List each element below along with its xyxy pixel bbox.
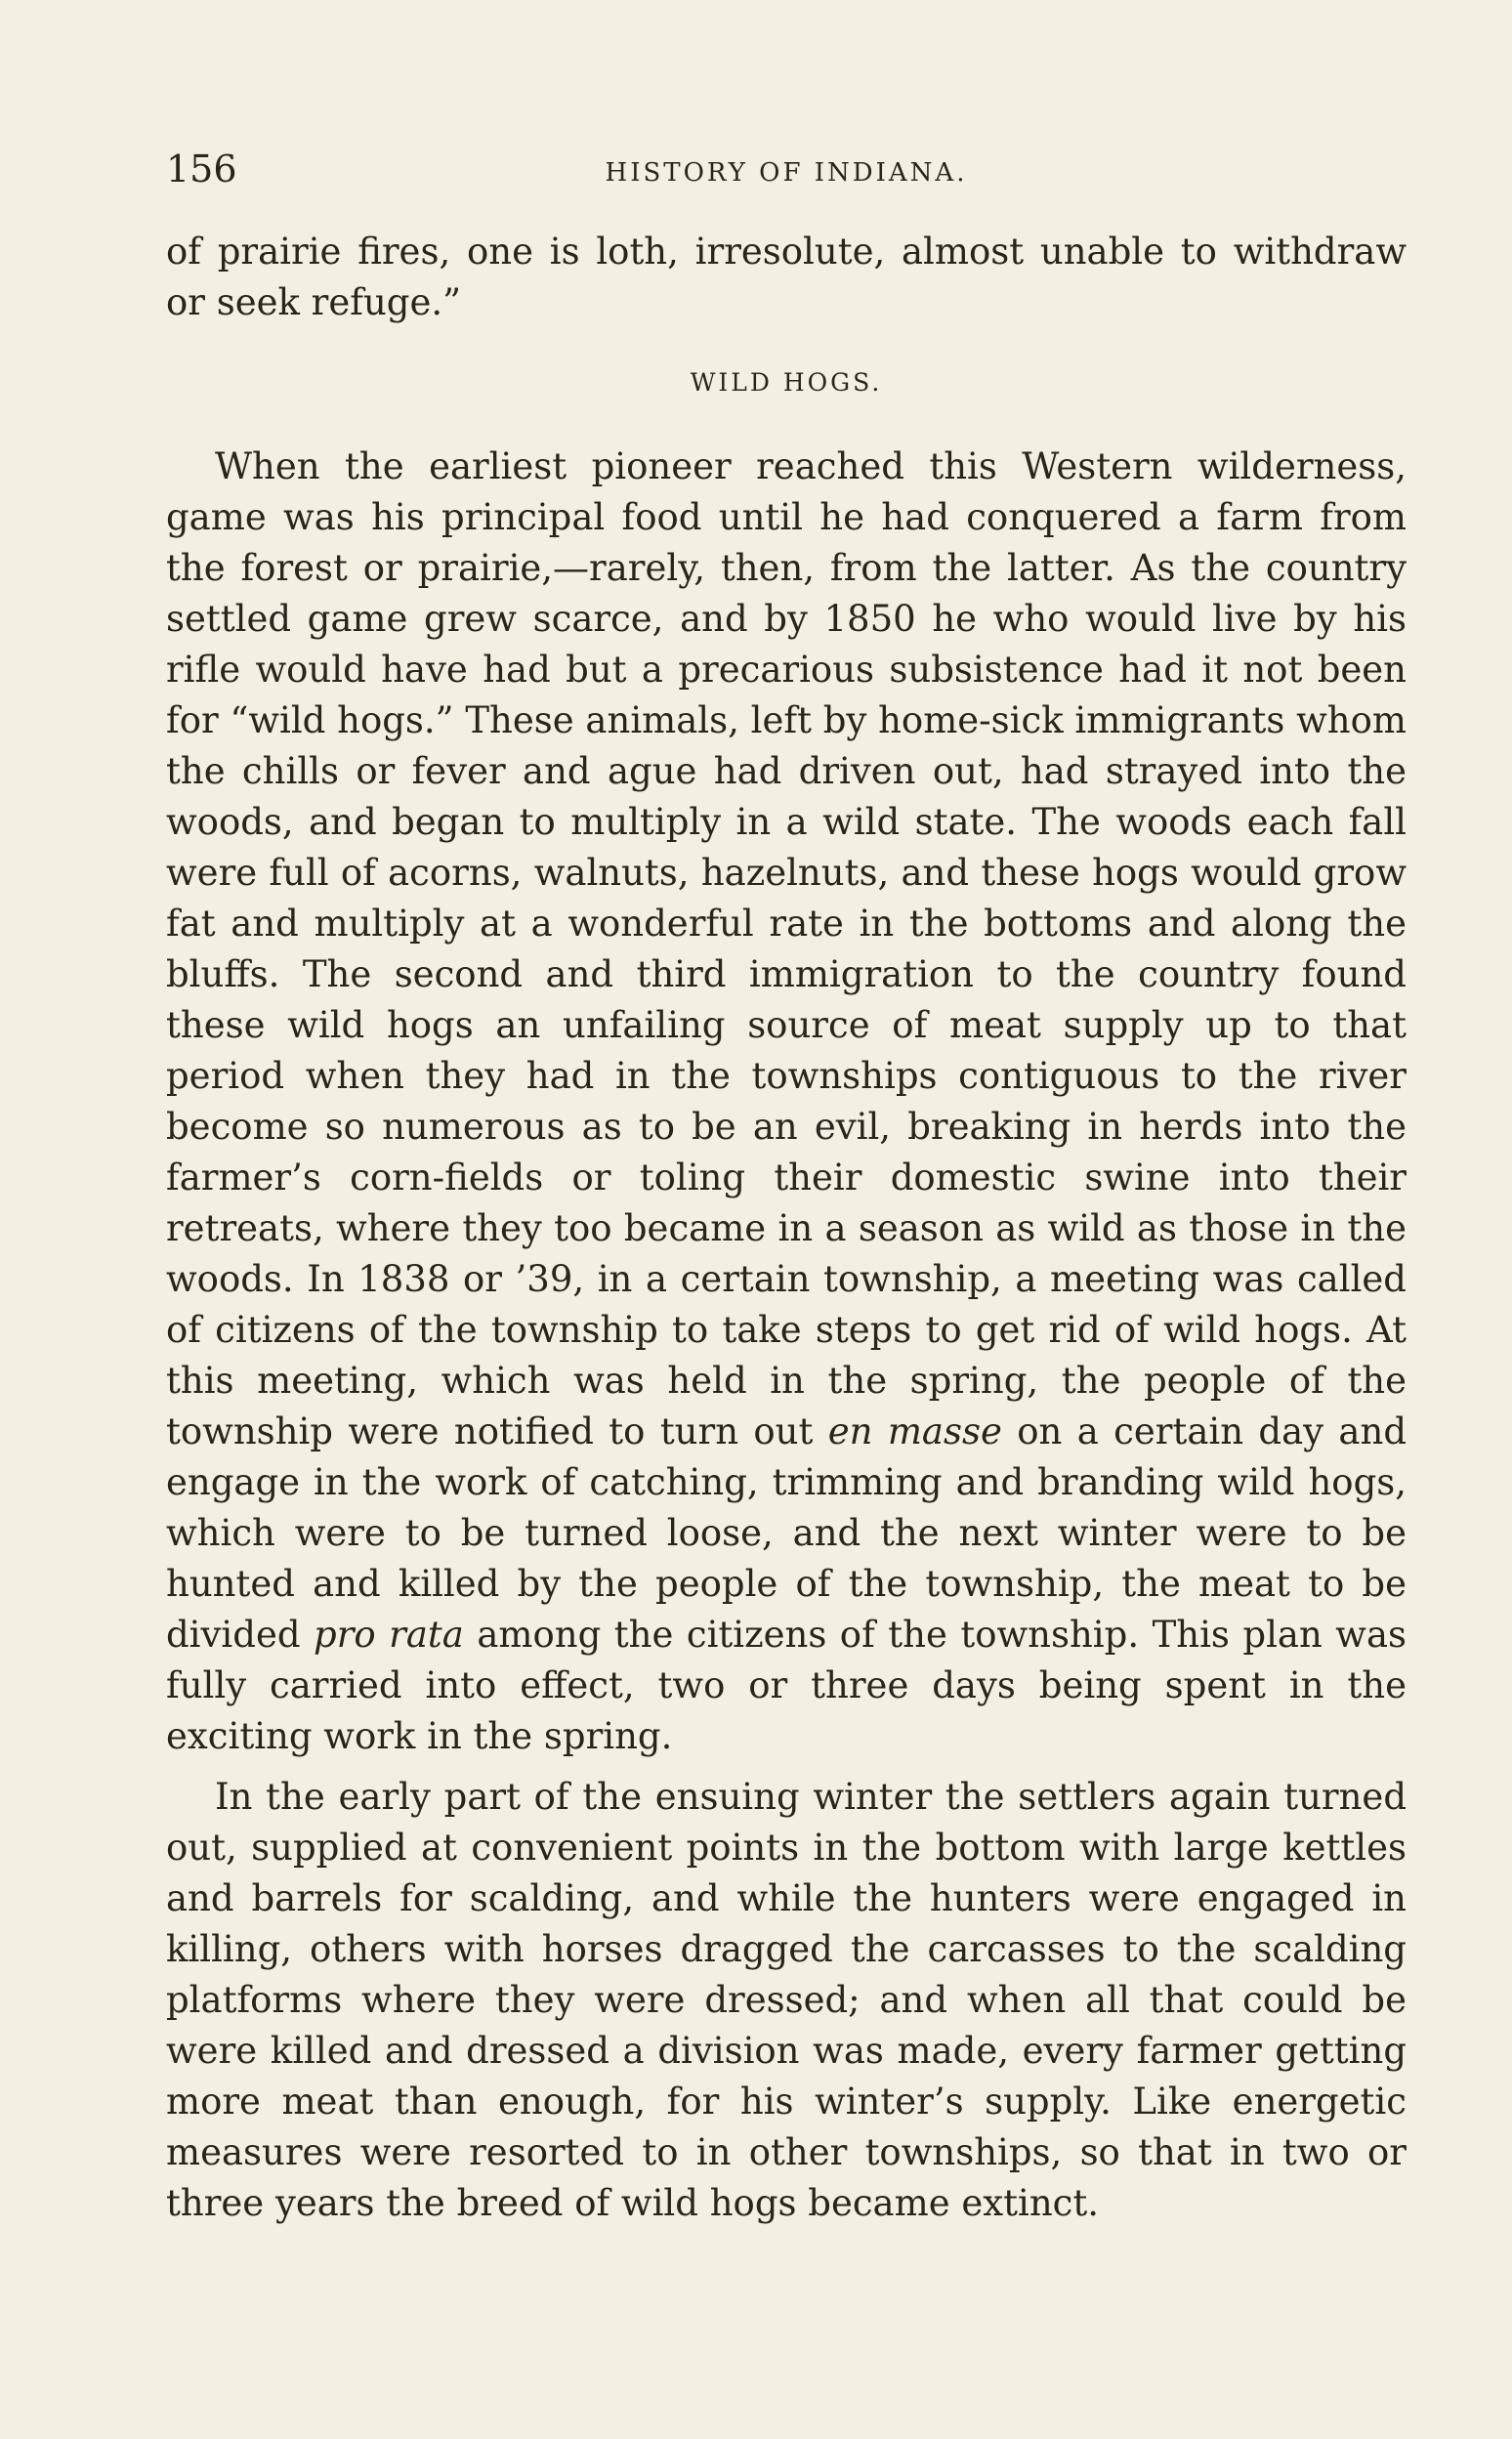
running-title: HISTORY OF INDIANA. — [605, 158, 968, 188]
book-page — [166, 0, 1407, 2439]
running-head — [166, 145, 1407, 193]
italic-en-masse: en masse — [827, 1410, 1002, 1452]
section-heading: WILD HOGS. — [690, 368, 883, 397]
paragraph-wild-hogs-2: In the early part of the ensuing winter the settlers again turned out, supplied at convenient points in the bottom with large kettles and barrels for scalding, and while the hunters were engaged in killing, others with horses dragged the carcasses to the scalding platforms where they were dressed; and when all that could be were killed and dressed a division was made, every farmer getting more meat than enough, for his winter’s supply. Like energetic measures were resorted to in other townships, so that in two or three years the breed of wild hogs became extinct. — [166, 1776, 1407, 2224]
italic-pro-rata: pro rata — [314, 1614, 464, 1656]
para1-part-b: on a certain day and engage in the work of catching, trimming and branding wild hogs, which were to be turned loose, and the next winter were to be hunted and killed by the people of the township, the meat to be divided — [166, 1410, 1407, 1656]
page-number: 156 — [166, 147, 237, 190]
continuation-paragraph: of prairie fires, one is loth, irresolute, almost unable to withdraw or seek refuge.” — [166, 231, 1407, 323]
body-text — [166, 227, 1407, 2229]
para1-part-a: When the earliest pioneer reached this Western wilderness, game was his principal food until he had conquered a farm from the forest or prairie,—rarely, then, from the latter. As the country settled game grew scarce, and by 1850 he who would live by his rifle would have had but a precarious subsistence had it not been for “wild hogs.” These animals, left by home-sick immigrants whom the chills or fever and ague had driven out, had strayed into the woods, and began to multiply in a wild state. The woods each fall were full of acorns, walnuts, hazelnuts, and these hogs would grow fat and multiply at a wonderful rate in the bottoms and along the bluffs. The second and third immigration to the country found these wild hogs an unfailing source of meat supply up to that period when they had in the townships contiguous to the river become so numerous as to be an evil, breaking in herds into the farmer’s corn-fields or toling their domestic swine into their retreats, where they too became in a season as wild as those in the woods. In 1838 or ’39, in a certain township, a meeting was called of citizens of the township to take steps to get rid of wild hogs. At this meeting, which was held in the spring, the people of the township were notified to turn out — [166, 445, 1407, 1452]
para1-part-c: among the citizens of the township. This plan was fully carried into effect, two or three days being spent in the exciting work in the spring. — [166, 1614, 1407, 1757]
paragraph-wild-hogs-1 — [166, 442, 1407, 1762]
